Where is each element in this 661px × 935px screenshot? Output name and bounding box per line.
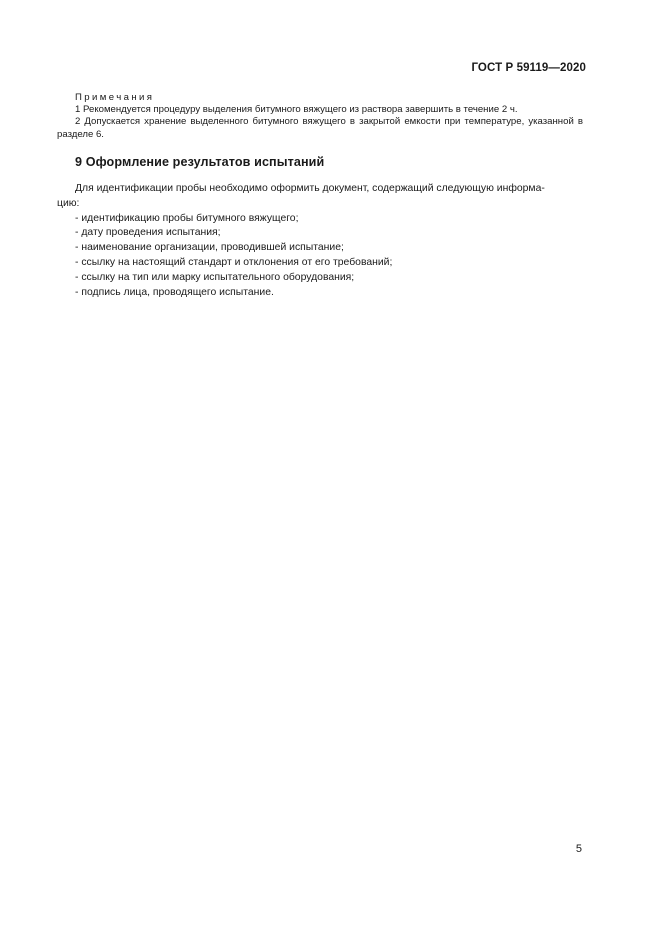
requirements-list (57, 212, 583, 301)
notes-block (57, 92, 583, 141)
list-item: - подпись лица, проводящего испытание. (75, 286, 274, 298)
section-heading: 9 Оформление результатов испытаний (75, 155, 325, 169)
intro-line-2: цию: (57, 197, 80, 209)
list-item: - наименование организации, проводившей испытание; (75, 242, 344, 254)
page-number: 5 (575, 843, 582, 855)
section-body (57, 182, 583, 300)
intro-line-1: Для идентификации пробы необходимо оформить документ, содержащий следующую информа- (75, 183, 545, 194)
intro-paragraph (57, 182, 583, 197)
list-item: - дату проведения испытания; (75, 227, 221, 239)
document-code: ГОСТ Р 59119—2020 (471, 62, 586, 74)
note-item: 1 Рекомендуется процедуру выделения битумного вяжущего из раствора завершить в течение 2 ч. (75, 104, 518, 116)
list-item: - идентификацию пробы битумного вяжущего; (75, 212, 299, 224)
note-item: 2 Допускается хранение выделенного битумного вяжущего в закрытой емкости при температуре, указанной в разделе 6. (57, 116, 583, 140)
list-item: - ссылку на настоящий стандарт и отклонения от его требований; (75, 256, 393, 268)
notes-title: Примечания (75, 92, 155, 103)
list-item: - ссылку на тип или марку испытательного оборудования; (75, 271, 355, 283)
